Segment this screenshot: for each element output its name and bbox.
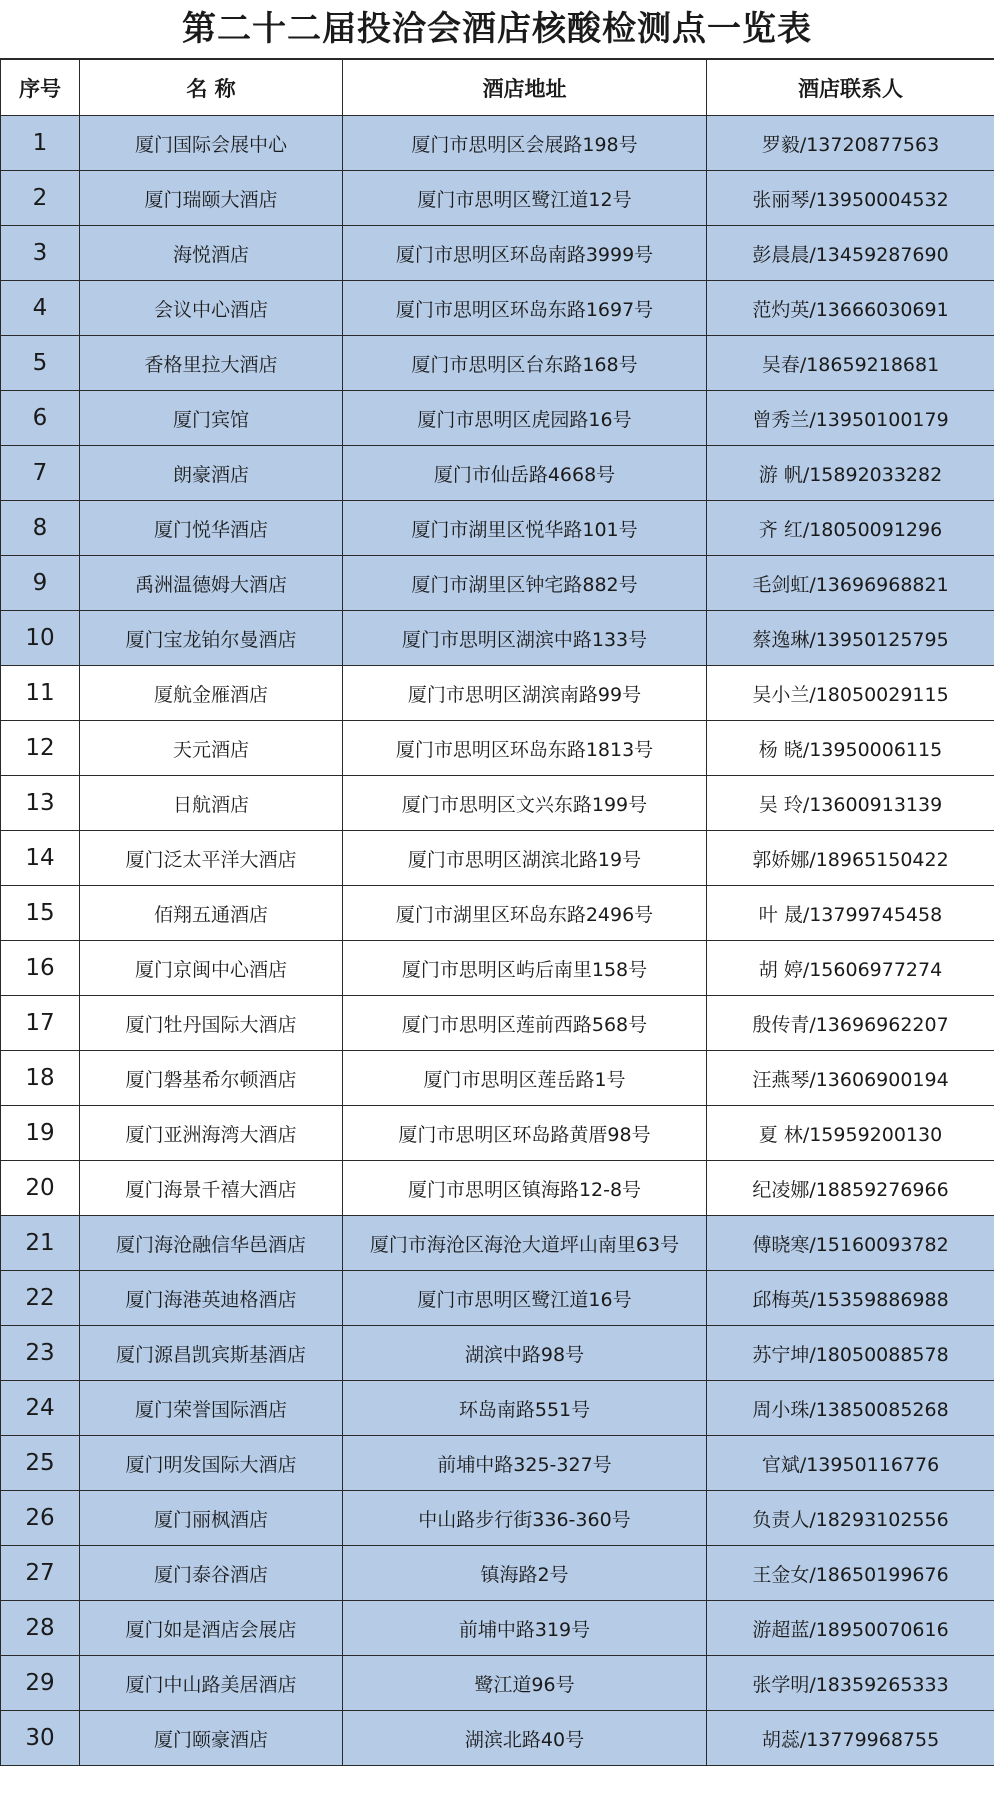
cell-hotel-address: 厦门市思明区环岛路黄厝98号 <box>343 1106 707 1161</box>
cell-hotel-name: 厦门源昌凯宾斯基酒店 <box>80 1326 343 1381</box>
cell-hotel-contact: 殷传青/13696962207 <box>707 996 994 1051</box>
cell-hotel-name: 厦门宝龙铂尔曼酒店 <box>80 611 343 666</box>
cell-index: 25 <box>1 1436 80 1491</box>
table-row <box>1 501 994 556</box>
cell-hotel-name: 厦门中山路美居酒店 <box>80 1656 343 1711</box>
table-row <box>1 1106 994 1161</box>
cell-index: 26 <box>1 1491 80 1546</box>
cell-hotel-name: 厦门明发国际大酒店 <box>80 1436 343 1491</box>
cell-hotel-name: 厦门颐豪酒店 <box>80 1711 343 1766</box>
cell-hotel-name: 香格里拉大酒店 <box>80 336 343 391</box>
cell-hotel-address: 厦门市思明区文兴东路199号 <box>343 776 707 831</box>
cell-index: 3 <box>1 226 80 281</box>
table-row <box>1 556 994 611</box>
cell-hotel-contact: 彭晨晨/13459287690 <box>707 226 994 281</box>
cell-hotel-address: 厦门市思明区湖滨南路99号 <box>343 666 707 721</box>
table-row <box>1 1491 994 1546</box>
cell-hotel-name: 厦门悦华酒店 <box>80 501 343 556</box>
cell-index: 20 <box>1 1161 80 1216</box>
cell-hotel-contact: 汪燕琴/13606900194 <box>707 1051 994 1106</box>
cell-hotel-contact: 范灼英/13666030691 <box>707 281 994 336</box>
cell-hotel-name: 厦门牡丹国际大酒店 <box>80 996 343 1051</box>
cell-hotel-name: 厦门海沧融信华邑酒店 <box>80 1216 343 1271</box>
cell-hotel-contact: 胡蕊/13779968755 <box>707 1711 994 1766</box>
cell-hotel-contact: 周小珠/13850085268 <box>707 1381 994 1436</box>
cell-index: 21 <box>1 1216 80 1271</box>
cell-hotel-contact: 吴春/18659218681 <box>707 336 994 391</box>
cell-hotel-address: 厦门市湖里区环岛东路2496号 <box>343 886 707 941</box>
cell-hotel-name: 厦门海港英迪格酒店 <box>80 1271 343 1326</box>
cell-hotel-name: 厦门京闽中心酒店 <box>80 941 343 996</box>
table-row <box>1 1326 994 1381</box>
cell-hotel-name: 厦门泛太平洋大酒店 <box>80 831 343 886</box>
cell-hotel-name: 朗豪酒店 <box>80 446 343 501</box>
header-index: 序号 <box>1 60 80 116</box>
cell-index: 24 <box>1 1381 80 1436</box>
cell-hotel-address: 厦门市思明区环岛南路3999号 <box>343 226 707 281</box>
cell-index: 28 <box>1 1601 80 1656</box>
cell-index: 22 <box>1 1271 80 1326</box>
cell-hotel-contact: 蔡逸琳/13950125795 <box>707 611 994 666</box>
cell-hotel-address: 厦门市思明区湖滨北路19号 <box>343 831 707 886</box>
table-row <box>1 1436 994 1491</box>
cell-index: 23 <box>1 1326 80 1381</box>
cell-hotel-name: 厦门丽枫酒店 <box>80 1491 343 1546</box>
cell-hotel-name: 厦门海景千禧大酒店 <box>80 1161 343 1216</box>
table-row <box>1 1656 994 1711</box>
cell-hotel-contact: 郭娇娜/18965150422 <box>707 831 994 886</box>
cell-hotel-address: 厦门市思明区屿后南里158号 <box>343 941 707 996</box>
cell-hotel-address: 湖滨中路98号 <box>343 1326 707 1381</box>
cell-index: 15 <box>1 886 80 941</box>
cell-hotel-contact: 张学明/18359265333 <box>707 1656 994 1711</box>
cell-index: 13 <box>1 776 80 831</box>
table-row <box>1 1381 994 1436</box>
table-row <box>1 226 994 281</box>
cell-hotel-address: 厦门市思明区环岛东路1813号 <box>343 721 707 776</box>
table-row <box>1 1161 994 1216</box>
cell-hotel-contact: 游超蓝/18950070616 <box>707 1601 994 1656</box>
header-address: 酒店地址 <box>343 60 707 116</box>
cell-hotel-name: 会议中心酒店 <box>80 281 343 336</box>
cell-hotel-name: 禹洲温德姆大酒店 <box>80 556 343 611</box>
cell-hotel-contact: 罗毅/13720877563 <box>707 116 994 171</box>
table-row <box>1 886 994 941</box>
cell-hotel-contact: 傅晓寒/15160093782 <box>707 1216 994 1271</box>
table-row <box>1 336 994 391</box>
cell-hotel-address: 中山路步行街336-360号 <box>343 1491 707 1546</box>
cell-index: 14 <box>1 831 80 886</box>
cell-hotel-contact: 负责人/18293102556 <box>707 1491 994 1546</box>
cell-index: 27 <box>1 1546 80 1601</box>
cell-hotel-contact: 夏 林/15959200130 <box>707 1106 994 1161</box>
hotel-table <box>0 59 994 1766</box>
table-row <box>1 1601 994 1656</box>
cell-index: 1 <box>1 116 80 171</box>
table-row <box>1 1051 994 1106</box>
cell-hotel-address: 环岛南路551号 <box>343 1381 707 1436</box>
cell-hotel-address: 厦门市仙岳路4668号 <box>343 446 707 501</box>
cell-hotel-contact: 曾秀兰/13950100179 <box>707 391 994 446</box>
table-row <box>1 776 994 831</box>
cell-hotel-address: 前埔中路325-327号 <box>343 1436 707 1491</box>
cell-index: 7 <box>1 446 80 501</box>
cell-hotel-name: 厦门泰谷酒店 <box>80 1546 343 1601</box>
cell-hotel-address: 鹭江道96号 <box>343 1656 707 1711</box>
table-row <box>1 666 994 721</box>
cell-hotel-contact: 游 帆/15892033282 <box>707 446 994 501</box>
cell-hotel-address: 厦门市思明区湖滨中路133号 <box>343 611 707 666</box>
cell-hotel-name: 厦航金雁酒店 <box>80 666 343 721</box>
cell-hotel-name: 厦门国际会展中心 <box>80 116 343 171</box>
cell-index: 10 <box>1 611 80 666</box>
table-row <box>1 1216 994 1271</box>
cell-hotel-address: 厦门市思明区环岛东路1697号 <box>343 281 707 336</box>
cell-index: 17 <box>1 996 80 1051</box>
cell-hotel-contact: 叶 晟/13799745458 <box>707 886 994 941</box>
table-row <box>1 1546 994 1601</box>
cell-hotel-address: 厦门市思明区会展路198号 <box>343 116 707 171</box>
cell-hotel-contact: 毛剑虹/13696968821 <box>707 556 994 611</box>
cell-hotel-address: 厦门市思明区台东路168号 <box>343 336 707 391</box>
cell-hotel-name: 海悦酒店 <box>80 226 343 281</box>
cell-hotel-address: 厦门市思明区鹭江道16号 <box>343 1271 707 1326</box>
table-row <box>1 1711 994 1766</box>
cell-index: 6 <box>1 391 80 446</box>
header-name: 名 称 <box>80 60 343 116</box>
table-row <box>1 391 994 446</box>
cell-hotel-name: 厦门亚洲海湾大酒店 <box>80 1106 343 1161</box>
cell-index: 4 <box>1 281 80 336</box>
cell-index: 5 <box>1 336 80 391</box>
cell-hotel-contact: 苏宁坤/18050088578 <box>707 1326 994 1381</box>
cell-hotel-name: 厦门宾馆 <box>80 391 343 446</box>
cell-hotel-address: 厦门市湖里区钟宅路882号 <box>343 556 707 611</box>
table-row <box>1 611 994 666</box>
cell-hotel-address: 前埔中路319号 <box>343 1601 707 1656</box>
table-row <box>1 281 994 336</box>
cell-index: 29 <box>1 1656 80 1711</box>
table-body <box>1 116 994 1766</box>
cell-hotel-contact: 纪凌娜/18859276966 <box>707 1161 994 1216</box>
cell-index: 8 <box>1 501 80 556</box>
page-title: 第二十二届投洽会酒店核酸检测点一览表 <box>0 0 994 59</box>
cell-hotel-address: 厦门市思明区莲岳路1号 <box>343 1051 707 1106</box>
cell-hotel-name: 厦门如是酒店会展店 <box>80 1601 343 1656</box>
table-row <box>1 941 994 996</box>
cell-index: 12 <box>1 721 80 776</box>
cell-index: 30 <box>1 1711 80 1766</box>
table-row <box>1 721 994 776</box>
cell-hotel-address: 湖滨北路40号 <box>343 1711 707 1766</box>
cell-hotel-contact: 张丽琴/13950004532 <box>707 171 994 226</box>
cell-hotel-contact: 胡 婷/15606977274 <box>707 941 994 996</box>
cell-hotel-address: 镇海路2号 <box>343 1546 707 1601</box>
cell-hotel-contact: 杨 晓/13950006115 <box>707 721 994 776</box>
cell-index: 2 <box>1 171 80 226</box>
cell-index: 11 <box>1 666 80 721</box>
cell-hotel-contact: 吴小兰/18050029115 <box>707 666 994 721</box>
cell-hotel-name: 厦门荣誉国际酒店 <box>80 1381 343 1436</box>
table-header-row <box>1 60 994 116</box>
table-row <box>1 116 994 171</box>
cell-index: 16 <box>1 941 80 996</box>
table-row <box>1 446 994 501</box>
table-row <box>1 996 994 1051</box>
cell-hotel-address: 厦门市思明区鹭江道12号 <box>343 171 707 226</box>
cell-hotel-address: 厦门市海沧区海沧大道坪山南里63号 <box>343 1216 707 1271</box>
cell-index: 9 <box>1 556 80 611</box>
cell-hotel-name: 厦门瑞颐大酒店 <box>80 171 343 226</box>
cell-hotel-address: 厦门市思明区莲前西路568号 <box>343 996 707 1051</box>
cell-hotel-contact: 齐 红/18050091296 <box>707 501 994 556</box>
table-row <box>1 171 994 226</box>
table-row <box>1 831 994 886</box>
cell-hotel-contact: 官斌/13950116776 <box>707 1436 994 1491</box>
cell-hotel-name: 厦门磐基希尔顿酒店 <box>80 1051 343 1106</box>
header-contact: 酒店联系人 <box>707 60 994 116</box>
cell-hotel-name: 天元酒店 <box>80 721 343 776</box>
table-row <box>1 1271 994 1326</box>
cell-hotel-name: 日航酒店 <box>80 776 343 831</box>
cell-index: 18 <box>1 1051 80 1106</box>
cell-hotel-name: 佰翔五通酒店 <box>80 886 343 941</box>
cell-hotel-address: 厦门市思明区镇海路12-8号 <box>343 1161 707 1216</box>
cell-index: 19 <box>1 1106 80 1161</box>
cell-hotel-address: 厦门市湖里区悦华路101号 <box>343 501 707 556</box>
cell-hotel-contact: 王金女/18650199676 <box>707 1546 994 1601</box>
cell-hotel-contact: 邱梅英/15359886988 <box>707 1271 994 1326</box>
cell-hotel-address: 厦门市思明区虎园路16号 <box>343 391 707 446</box>
cell-hotel-contact: 吴 玲/13600913139 <box>707 776 994 831</box>
